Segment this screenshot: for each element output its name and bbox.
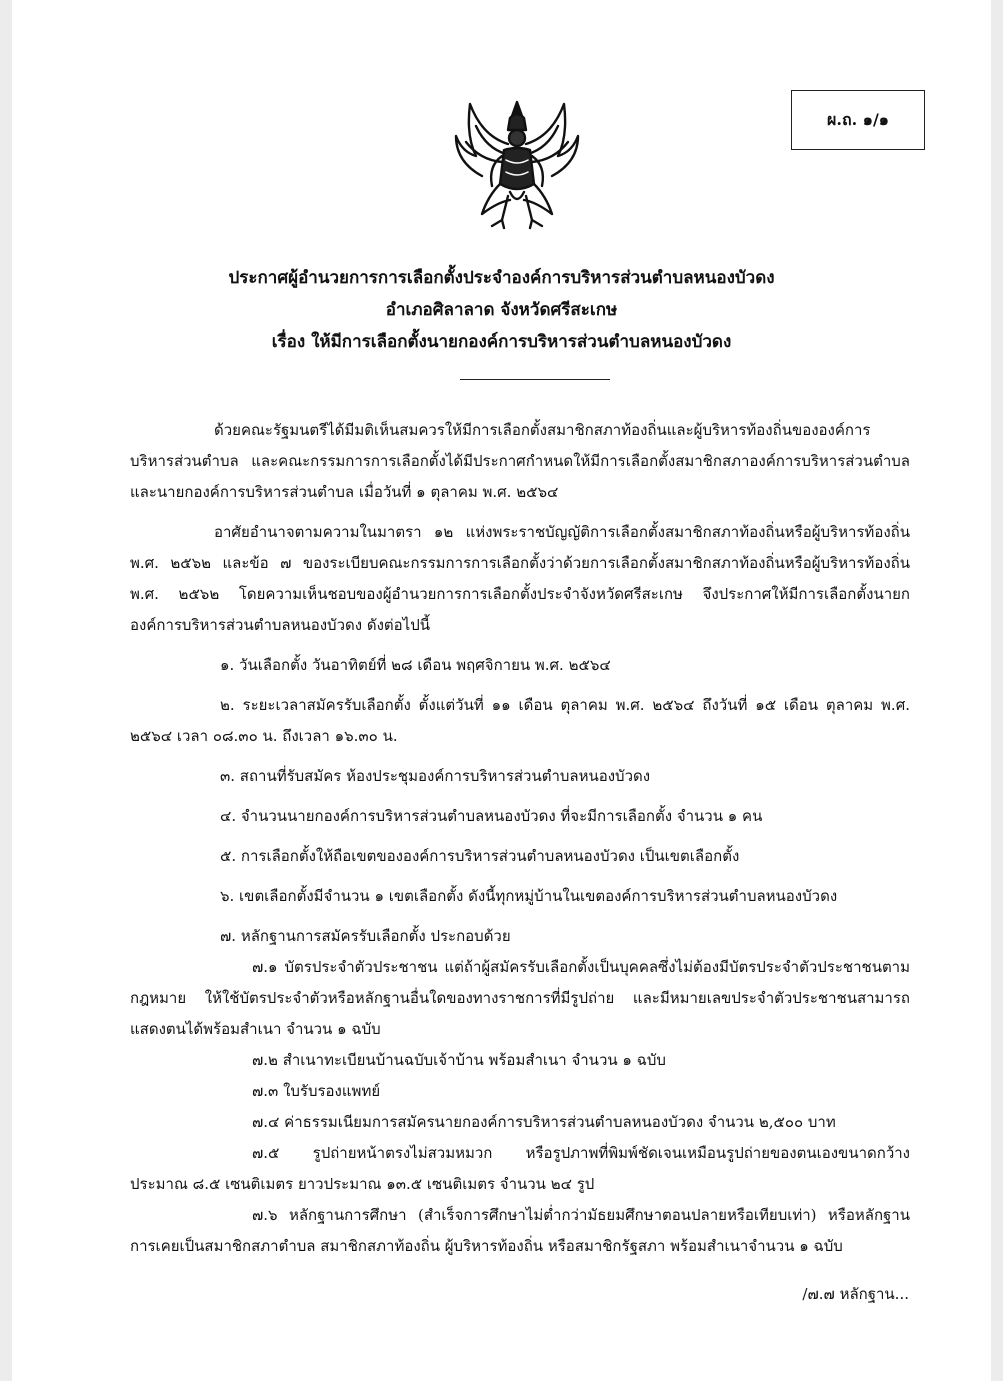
item-5: ๕. การเลือกตั้งให้ถือเขตขององค์การบริหารส่วนตำบลหนองบัวดง เป็นเขตเลือกตั้ง — [220, 847, 740, 865]
form-code-box — [791, 90, 925, 150]
announcement-body — [130, 415, 910, 1262]
heading-line-1: ประกาศผู้อำนวยการการเลือกตั้งประจำองค์การบริหารส่วนตำบลหนองบัวดง — [228, 268, 775, 288]
item-2: ๒. ระยะเวลาสมัครรับเลือกตั้ง ตั้งแต่วันที่ ๑๑ เดือน ตุลาคม พ.ศ. ๒๕๖๔ ถึงวันที่ ๑๕ เดือน ตุลาคม พ.ศ. ๒๕๖๔ เวลา ๐๘.๓๐ น. ถึงเวลา ๑๖.๓๐ น. — [130, 696, 910, 745]
heading-line-3: เรื่อง ให้มีการเลือกตั้งนายกองค์การบริหารส่วนตำบลหนองบัวดง — [271, 332, 732, 352]
item-1: ๑. วันเลือกตั้ง วันอาทิตย์ที่ ๒๘ เดือน พฤศจิกายน พ.ศ. ๒๕๖๔ — [220, 656, 611, 674]
subitem-7-4: ๗.๔ ค่าธรรมเนียมการสมัครนายกองค์การบริหารส่วนตำบลหนองบัวดง จำนวน ๒,๕๐๐ บาท — [252, 1113, 836, 1131]
subitem-7-5: ๗.๕ รูปถ่ายหน้าตรงไม่สวมหมวก หรือรูปภาพที่พิมพ์ชัดเจนเหมือนรูปถ่ายของตนเองขนาดกว้างประมาณ ๘.๕ เซนติเมตร ยาวประมาณ ๑๓.๕ เซนติเมตร จำนวน ๒๔ รูป — [130, 1144, 910, 1193]
subitem-7-6: ๗.๖ หลักฐานการศึกษา (สำเร็จการศึกษาไม่ต่ำกว่ามัธยมศึกษาตอนปลายหรือเทียบเท่า) หรือหลักฐานการเคยเป็นสมาชิกสภาตำบล สมาชิกสภาท้องถิ่น ผู้บริหารท้องถิ่น หรือสมาชิกรัฐสภา พร้อมสำเนาจำนวน ๑ ฉบับ — [130, 1206, 910, 1255]
continued-note: /๗.๗ หลักฐาน... — [802, 1285, 909, 1303]
heading-divider — [460, 379, 610, 380]
paragraph-2: อาศัยอำนาจตามความในมาตรา ๑๒ แห่งพระราชบัญญัติการเลือกตั้งสมาชิกสภาท้องถิ่นหรือผู้บริหารท้องถิ่น พ.ศ. ๒๕๖๒ และข้อ ๗ ของระเบียบคณะกรรมการการเลือกตั้งว่าด้วยการเลือกตั้งสมาชิกสภาท้องถิ่นหรือผู้บริหารท้องถิ่น พ.ศ. ๒๕๖๒ โดยความเห็นชอบของผู้อำนวยการการเลือกตั้งประจำจังหวัดศรีสะเกษ จึงประกาศให้มีการเลือกตั้งนายกองค์การบริหารส่วนตำบลหนองบัวดง ดังต่อไปนี้ — [130, 523, 910, 634]
subitem-7-1: ๗.๑ บัตรประจำตัวประชาชน แต่ถ้าผู้สมัครรับเลือกตั้งเป็นบุคคลซึ่งไม่ต้องมีบัตรประจำตัวประชาชนตามกฎหมาย ให้ใช้บัตรประจำตัวหรือหลักฐานอื่นใดของทางราชการที่มีรูปถ่าย และมีหมายเลขประจำตัวประชาชนสามารถแสดงตนได้พร้อมสำเนา จำนวน ๑ ฉบับ — [130, 958, 910, 1038]
subitem-7-2: ๗.๒ สำเนาทะเบียนบ้านฉบับเจ้าบ้าน พร้อมสำเนา จำนวน ๑ ฉบับ — [252, 1051, 666, 1069]
document-page — [12, 0, 991, 1381]
form-code: ผ.ถ. ๑/๑ — [827, 109, 889, 129]
item-7: ๗. หลักฐานการสมัครรับเลือกตั้ง ประกอบด้วย — [220, 927, 511, 945]
item-6: ๖. เขตเลือกตั้งมีจำนวน ๑ เขตเลือกตั้ง ดังนี้ทุกหมู่บ้านในเขตองค์การบริหารส่วนตำบลหนองบัวดง — [220, 887, 838, 905]
subitem-7-3: ๗.๓ ใบรับรองแพทย์ — [252, 1082, 381, 1100]
heading-line-2: อำเภอศิลาลาด จังหวัดศรีสะเกษ — [385, 300, 618, 320]
garuda-emblem — [452, 96, 582, 232]
item-3: ๓. สถานที่รับสมัคร ห้องประชุมองค์การบริหารส่วนตำบลหนองบัวดง — [220, 767, 651, 785]
paragraph-1: ด้วยคณะรัฐมนตรีได้มีมติเห็นสมควรให้มีการเลือกตั้งสมาชิกสภาท้องถิ่นและผู้บริหารท้องถิ่นขององค์การบริหารส่วนตำบล และคณะกรรมการการเลือกตั้งได้มีประกาศกำหนดให้มีการเลือกตั้งสมาชิกสภาองค์การบริหารส่วนตำบลและนายกองค์การบริหารส่วนตำบล เมื่อวันที่ ๑ ตุลาคม พ.ศ. ๒๕๖๔ — [130, 421, 910, 501]
item-4: ๔. จำนวนนายกองค์การบริหารส่วนตำบลหนองบัวดง ที่จะมีการเลือกตั้ง จำนวน ๑ คน — [220, 807, 763, 825]
